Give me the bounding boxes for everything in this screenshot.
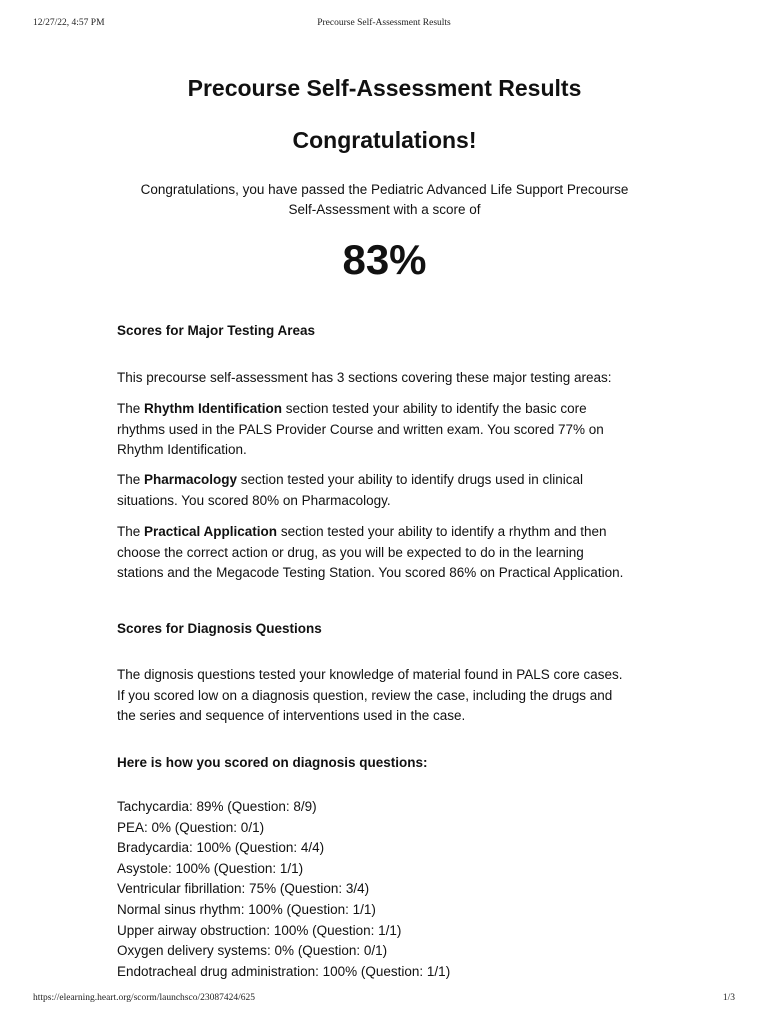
list-item: Oxygen delivery systems: 0% (Question: 0/1) xyxy=(117,943,388,959)
section-prefix: The xyxy=(117,401,145,416)
print-datetime: 12/27/22, 4:57 PM xyxy=(33,18,105,28)
pharmacology-text-2: situations. You scored 80% on Pharmacology. xyxy=(117,492,391,508)
intro-line-2: Self-Assessment with a score of xyxy=(288,202,481,217)
list-item: Endotracheal drug administration: 100% (Question: 1/1) xyxy=(117,963,451,979)
diagnosis-score-list xyxy=(117,797,450,982)
print-page-number: 1/3 xyxy=(722,993,735,1003)
list-item: Ventricular fibrillation: 75% (Question: 3/4) xyxy=(117,881,370,897)
practical-application-text-2: choose the correct action or drug, as you will be expected to do in the learning xyxy=(117,544,584,560)
diagnosis-description-3: the series and sequence of interventions used in the case. xyxy=(117,708,466,723)
rhythm-identification-paragraph xyxy=(117,399,657,461)
rhythm-identification-text-2: rhythms used in the PALS Provider Course and written exam. You scored 77% on xyxy=(117,421,604,437)
pharmacology-text-1: section tested your ability to identify drugs used in clinical xyxy=(237,472,583,487)
rhythm-identification-text-3: Rhythm Identification. xyxy=(117,442,247,457)
diagnosis-list-heading: Here is how you scored on diagnosis questions: xyxy=(117,755,428,770)
diagnosis-description-1: The dignosis questions tested your knowledge of material found in PALS core cases. xyxy=(117,667,623,682)
major-areas-summary: This precourse self-assessment has 3 sections covering these major testing areas: xyxy=(117,370,612,385)
congratulations-heading: Congratulations! xyxy=(292,127,477,153)
practical-application-text-1: section tested your ability to identify a rhythm and then xyxy=(277,524,607,539)
diagnosis-description-2: If you scored low on a diagnosis question, review the case, including the drugs and xyxy=(117,687,613,703)
practical-application-text-3: stations and the Megacode Testing Station. You scored 86% on Practical Application. xyxy=(117,565,624,580)
rhythm-identification-text-1: section tested your ability to identify the basic core xyxy=(282,401,587,416)
list-item: PEA: 0% (Question: 0/1) xyxy=(117,819,265,835)
list-item: Bradycardia: 100% (Question: 4/4) xyxy=(117,840,325,856)
list-item: Tachycardia: 89% (Question: 8/9) xyxy=(117,799,317,814)
list-item: Upper airway obstruction: 100% (Question: 1/1) xyxy=(117,922,402,938)
print-header xyxy=(33,18,735,32)
print-page-title: Precourse Self-Assessment Results xyxy=(317,18,451,28)
overall-score: 83% xyxy=(342,236,427,283)
print-url: https://elearning.heart.org/scorm/launchsco/23087424/625 xyxy=(33,993,255,1003)
page-title: Precourse Self-Assessment Results xyxy=(187,75,582,101)
pharmacology-label: Pharmacology xyxy=(144,472,238,487)
practical-application-label: Practical Application xyxy=(144,524,278,539)
print-footer xyxy=(33,993,735,1007)
section-prefix: The xyxy=(117,524,145,539)
intro-line-1: Congratulations, you have passed the Pediatric Advanced Life Support Precourse xyxy=(140,182,629,197)
major-areas-heading: Scores for Major Testing Areas xyxy=(117,323,316,338)
practical-application-paragraph xyxy=(117,522,657,584)
list-item: Asystole: 100% (Question: 1/1) xyxy=(117,860,304,876)
pharmacology-paragraph xyxy=(117,470,657,511)
diagnosis-heading: Scores for Diagnosis Questions xyxy=(117,621,322,636)
section-prefix: The xyxy=(117,472,145,487)
intro-text xyxy=(117,180,652,220)
diagnosis-description xyxy=(117,665,657,727)
rhythm-identification-label: Rhythm Identification xyxy=(144,401,283,416)
list-item: Normal sinus rhythm: 100% (Question: 1/1) xyxy=(117,901,376,917)
